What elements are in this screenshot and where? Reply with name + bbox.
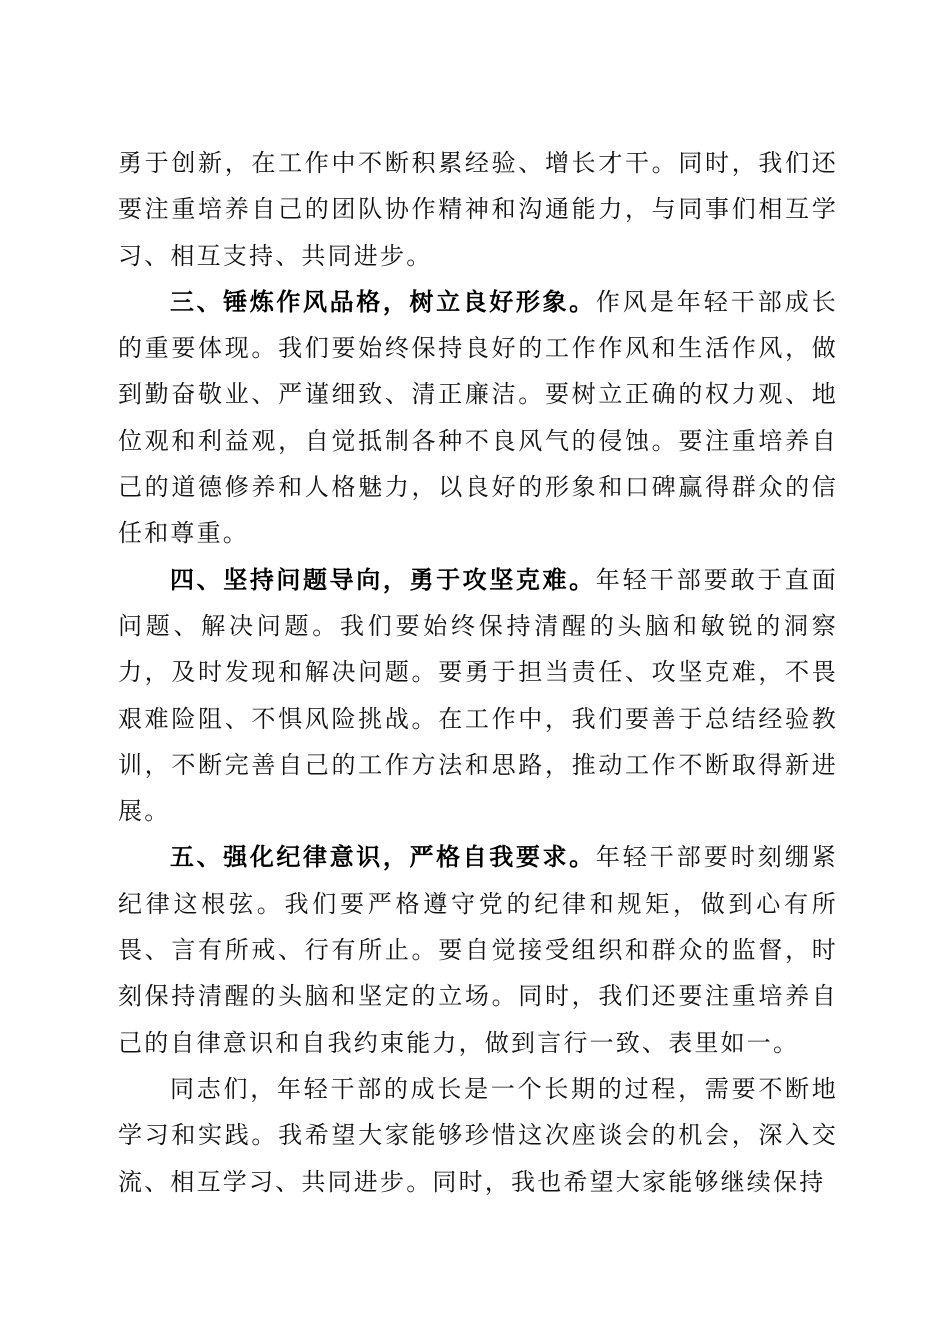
- paragraph-text: 同志们，年轻干部的成长是一个长期的过程，需要不断地学习和实践。我希望大家能够珍惜这次座谈会的机会，深入交流、相互学习、共同进步。同时，我也希望大家能够继续保持: [118, 1074, 838, 1196]
- paragraph-section-3: [118, 279, 838, 557]
- paragraph-closing: [118, 1066, 838, 1205]
- section-heading-5: 五、强化纪律意识，严格自我要求。: [170, 843, 596, 872]
- section-heading-4: 四、坚持问题导向，勇于攻坚克难。: [170, 565, 596, 594]
- section-heading-3: 三、锤炼作风品格，树立良好形象。: [170, 287, 596, 316]
- paragraph-text: 年轻干部要时刻绷紧纪律这根弦。我们要严格遵守党的纪律和规矩，做到心有所畏、言有所戒、行有所止。要自觉接受组织和群众的监督，时刻保持清醒的头脑和坚定的立场。同时，我们还要注重培养自己的自律意识和自我约束能力，做到言行一致、表里如一。: [118, 843, 838, 1057]
- paragraph-continuation: [118, 140, 838, 279]
- paragraph-section-4: [118, 557, 838, 835]
- paragraph-text: 勇于创新，在工作中不断积累经验、增长才干。同时，我们还要注重培养自己的团队协作精神和沟通能力，与同事们相互学习、相互支持、共同进步。: [118, 149, 838, 270]
- paragraph-section-5: [118, 834, 838, 1065]
- paragraph-text: 作风是年轻干部成长的重要体现。我们要始终保持良好的工作作风和生活作风，做到勤奋敬业、严谨细致、清正廉洁。要树立正确的权力观、地位观和利益观，自觉抵制各种不良风气的侵蚀。要注重培养自己的道德修养和人格魅力，以良好的形象和口碑赢得群众的信任和尊重。: [118, 287, 838, 548]
- document-body: [118, 140, 838, 1205]
- paragraph-text: 年轻干部要敢于直面问题、解决问题。我们要始终保持清醒的头脑和敏锐的洞察力，及时发现和解决问题。要勇于担当责任、攻坚克难，不畏艰难险阻、不惧风险挑战。在工作中，我们要善于总结经验教训，不断完善自己的工作方法和思路，推动工作不断取得新进展。: [118, 565, 838, 826]
